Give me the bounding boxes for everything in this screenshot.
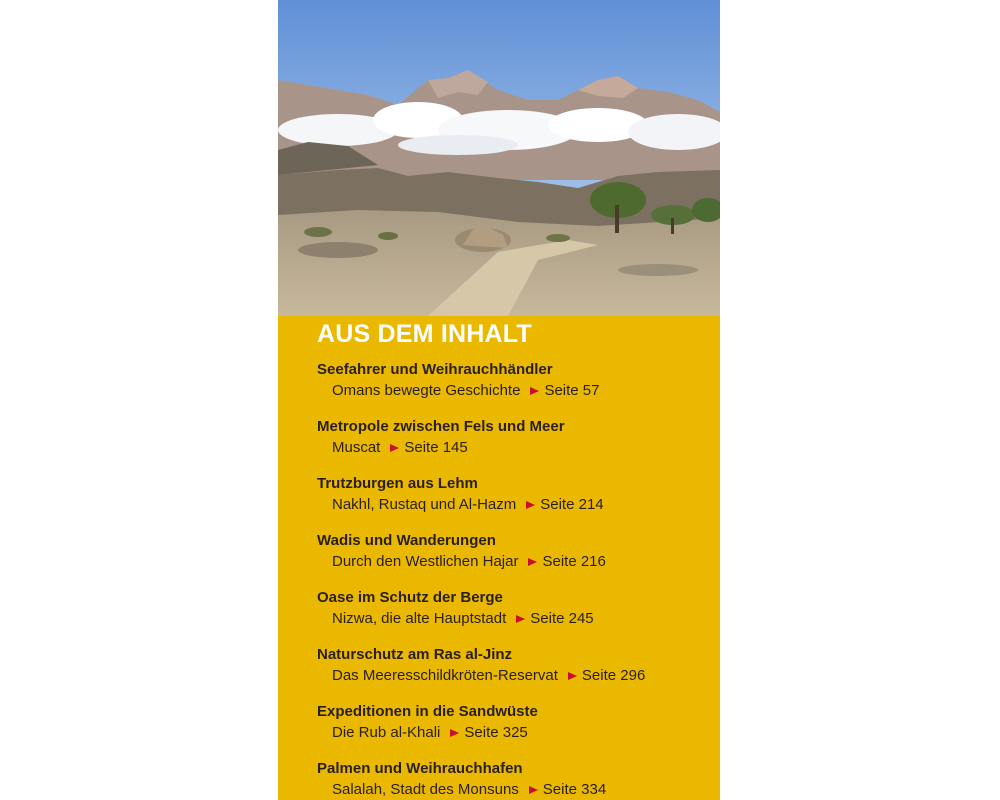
entry-subtitle-line xyxy=(317,665,645,687)
entry-page-ref: Seite 245 xyxy=(530,610,594,627)
entry-subtitle: Durch den Westlichen Hajar xyxy=(332,553,519,570)
entry-title: Expeditionen in die Sandwüste xyxy=(317,703,538,720)
contents-entry xyxy=(317,531,645,588)
entry-title: Seefahrer und Weihrauchhändler xyxy=(317,361,553,378)
entry-subtitle: Omans bewegte Geschichte xyxy=(332,382,521,399)
arrow-right-icon xyxy=(526,501,535,509)
contents-entry xyxy=(317,645,645,702)
contents-panel xyxy=(278,316,720,800)
arrow-right-icon xyxy=(390,444,399,452)
contents-entry xyxy=(317,417,645,474)
contents-entry xyxy=(317,474,645,531)
arrow-right-icon xyxy=(529,786,538,794)
entry-subtitle-line xyxy=(317,779,645,800)
entry-page-ref: Seite 296 xyxy=(581,667,646,684)
entry-page-ref: Seite 325 xyxy=(464,724,528,741)
arrow-right-icon xyxy=(528,558,537,566)
arrow-right-icon xyxy=(530,387,539,395)
entry-title: Wadis und Wanderungen xyxy=(317,532,496,549)
contents-entry xyxy=(317,360,645,417)
entry-title: Trutzburgen aus Lehm xyxy=(317,475,478,492)
entry-title: Naturschutz am Ras al-Jinz xyxy=(317,646,513,663)
entry-title: Metropole zwischen Fels und Meer xyxy=(317,418,565,435)
entry-subtitle: Die Rub al-Khali xyxy=(332,724,441,741)
entry-page-ref: Seite 145 xyxy=(404,439,468,456)
entry-subtitle: Nizwa, die alte Hauptstadt xyxy=(332,610,507,627)
contents-list xyxy=(317,360,645,800)
entry-subtitle-line xyxy=(317,380,645,402)
contents-heading: AUS DEM INHALT xyxy=(317,320,532,348)
contents-entry xyxy=(317,588,645,645)
entry-subtitle-line xyxy=(317,722,645,744)
entry-page-ref: Seite 214 xyxy=(540,496,604,513)
entry-subtitle-line xyxy=(317,437,645,459)
mountain-landscape-photo xyxy=(278,0,720,316)
arrow-right-icon xyxy=(568,672,577,680)
entry-subtitle: Nakhl, Rustaq und Al-Hazm xyxy=(332,496,517,513)
entry-subtitle-line xyxy=(317,494,645,516)
entry-page-ref: Seite 57 xyxy=(544,382,600,399)
entry-page-ref: Seite 216 xyxy=(542,553,606,570)
arrow-right-icon xyxy=(450,729,459,737)
book-page xyxy=(278,0,720,800)
entry-subtitle: Salalah, Stadt des Monsuns xyxy=(332,781,519,798)
entry-subtitle-line xyxy=(317,551,645,573)
mountain-landscape-icon xyxy=(278,0,720,316)
entry-subtitle: Muscat xyxy=(332,439,381,456)
entry-subtitle-line xyxy=(317,608,645,630)
entry-title: Palmen und Weihrauchhafen xyxy=(317,760,523,777)
entry-title: Oase im Schutz der Berge xyxy=(317,589,503,606)
contents-entry xyxy=(317,702,645,759)
entry-subtitle: Das Meeresschildkröten-Reservat xyxy=(332,667,558,684)
entry-page-ref: Seite 334 xyxy=(542,781,607,798)
contents-entry xyxy=(317,759,645,800)
arrow-right-icon xyxy=(516,615,525,623)
